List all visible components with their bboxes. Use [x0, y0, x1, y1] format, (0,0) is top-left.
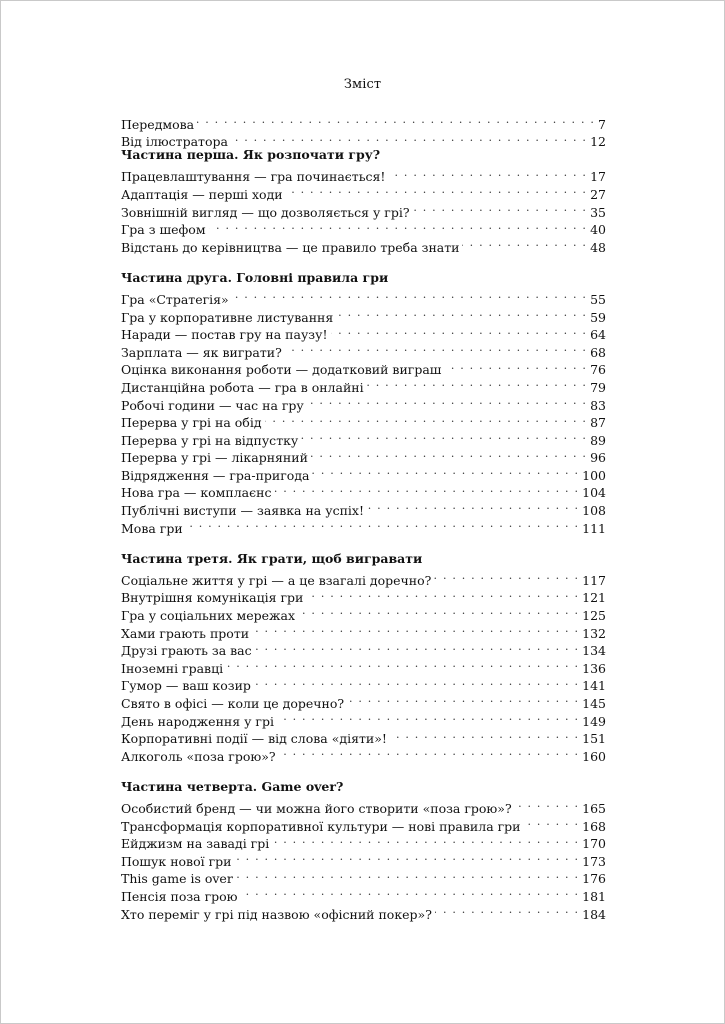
- toc-entry-label: Гра у соціальних мережах: [121, 608, 295, 624]
- toc-entry-page: 35: [590, 204, 606, 220]
- toc-entry[interactable]: [121, 286, 606, 307]
- toc-entry[interactable]: [121, 567, 606, 588]
- toc-entry-page: 48: [590, 239, 606, 255]
- toc-entry-page: 87: [590, 415, 606, 431]
- toc-entry-page: 168: [582, 818, 606, 834]
- toc-entry-label: Робочі години — час на гру: [121, 397, 304, 413]
- toc-entry-page: 173: [582, 853, 606, 869]
- toc-entry-page: 7: [598, 116, 606, 132]
- toc-entry-page: 141: [582, 678, 606, 694]
- toc-entry-label: Наради — постав гру на паузу!: [121, 327, 328, 343]
- toc-entry-page: 59: [590, 309, 606, 325]
- toc-entry-page: 79: [590, 379, 606, 395]
- toc-entry-label: Працевлаштування — гра починається!: [121, 169, 386, 185]
- toc-entry-page: 121: [582, 590, 606, 606]
- dot-leader: [186, 515, 579, 533]
- dot-leader: [435, 901, 579, 919]
- toc-entry-label: Гра «Стратегія»: [121, 291, 229, 307]
- toc-entry-page: 83: [590, 397, 606, 413]
- toc-section: [121, 778, 606, 922]
- toc-entry-page: 108: [582, 503, 606, 519]
- toc-section-heading: Частина перша. Як розпочати гру?: [121, 147, 381, 163]
- toc-entry-page: 12: [590, 134, 606, 150]
- dot-leader: [254, 673, 579, 691]
- toc-entry-page: 149: [582, 713, 606, 729]
- toc-entry-page: 111: [582, 520, 606, 536]
- toc-entry-label: Алкоголь «поза грою»?: [121, 748, 276, 764]
- dot-leader: [347, 690, 579, 708]
- toc-entry-label: Друзі грають за вас: [121, 643, 252, 659]
- toc-entry-label: Корпоративні події — від слова «діяти»!: [121, 731, 387, 747]
- toc-entry-label: Перерва у грі — лікарняний: [121, 450, 308, 466]
- toc-entry-label: Хами грають проти: [121, 625, 250, 641]
- dot-leader: [197, 111, 595, 129]
- dot-leader: [255, 638, 580, 656]
- dot-leader: [306, 585, 579, 603]
- dot-leader: [367, 374, 587, 392]
- toc-entry-page: 176: [582, 871, 606, 887]
- toc-entry-label: Передмова: [121, 116, 195, 132]
- dot-leader: [234, 848, 579, 866]
- dot-leader: [462, 234, 587, 252]
- dot-leader: [367, 497, 579, 515]
- dot-leader: [236, 866, 579, 884]
- toc-entry-label: Відрядження — гра-пригода: [121, 467, 310, 483]
- toc-entry-label: День народження у грі: [121, 713, 274, 729]
- toc-entry-label: Дистанційна робота — гра в онлайні: [121, 379, 364, 395]
- dot-leader: [265, 410, 588, 428]
- dot-leader: [301, 427, 587, 445]
- toc-entry-label: Хто переміг у грі під назвою «офісний покер»?: [121, 906, 432, 922]
- toc-entry-page: 96: [590, 450, 606, 466]
- toc-section: [121, 550, 606, 764]
- dot-leader: [388, 164, 587, 182]
- dot-leader: [277, 708, 579, 726]
- toc-entry-label: This game is over: [121, 871, 233, 887]
- toc-entry-page: 136: [582, 660, 606, 676]
- dot-leader: [524, 813, 580, 831]
- dot-leader: [286, 181, 587, 199]
- toc-entry-label: Соціальне життя у грі — а це взагалі доречно?: [121, 572, 432, 588]
- toc-entry[interactable]: [121, 795, 606, 816]
- toc-entry-label: Свято в офісі — коли це доречно?: [121, 696, 345, 711]
- dot-leader: [298, 602, 579, 620]
- toc-entry-page: 64: [590, 327, 606, 343]
- toc-entry-page: 100: [582, 467, 606, 483]
- toc-entry-label: Зарплата — як виграти?: [121, 344, 282, 360]
- toc-entry-page: 170: [582, 836, 606, 852]
- toc-entry-label: Адаптація — перші ходи: [121, 186, 283, 202]
- dot-leader: [515, 795, 579, 813]
- toc-entry-page: 160: [582, 748, 606, 764]
- dot-leader: [241, 883, 580, 901]
- toc-entry-page: 76: [590, 362, 606, 378]
- toc-entry-label: Гумор — ваш козир: [121, 678, 251, 694]
- toc-entry-page: 181: [582, 888, 606, 904]
- toc-intro-section: [121, 111, 606, 150]
- toc-entry-label: Мова гри: [121, 520, 183, 536]
- toc-section: [121, 269, 606, 536]
- toc-entry-page: 134: [582, 643, 606, 659]
- toc-entry-label: Гра з шефом: [121, 222, 206, 238]
- dot-leader: [252, 620, 579, 638]
- dot-leader: [274, 480, 579, 498]
- dot-leader: [279, 743, 580, 761]
- toc-entry-page: 117: [582, 572, 606, 588]
- toc-entry-label: Відстань до керівництва — це правило треба знати: [121, 239, 460, 255]
- page-title: Зміст: [343, 77, 382, 92]
- toc-section: [121, 146, 606, 255]
- toc-entry-page: 104: [582, 485, 606, 501]
- toc-entry-label: Пенсія поза грою: [121, 888, 238, 904]
- toc-entry-label: Гра у корпоративне листування: [121, 309, 334, 325]
- toc-entry-label: Оцінка виконання роботи — додатковий виграш: [121, 362, 442, 378]
- toc-section-heading: Частина четверта. Game over?: [121, 778, 344, 794]
- toc-entry-page: 17: [590, 169, 606, 185]
- dot-leader: [413, 199, 588, 217]
- toc-entry-page: 27: [590, 186, 606, 202]
- toc-entry-page: 40: [590, 222, 606, 238]
- toc-entry-label: Зовнішній вигляд — що дозволяється у грі?: [121, 204, 410, 220]
- toc-entry-label: Від ілюстратора: [121, 134, 228, 150]
- dot-leader: [231, 129, 587, 147]
- dot-leader: [331, 322, 588, 340]
- table-of-contents: [121, 111, 606, 922]
- toc-entry[interactable]: [121, 164, 606, 185]
- toc-entry-label: Трансформація корпоративної культури — нові правила гри: [121, 818, 521, 834]
- dot-leader: [307, 392, 587, 410]
- dot-leader: [272, 831, 579, 849]
- dot-leader: [434, 567, 579, 585]
- dot-leader: [336, 304, 587, 322]
- dot-leader: [285, 339, 587, 357]
- toc-entry[interactable]: [121, 515, 606, 536]
- dot-leader: [209, 217, 588, 235]
- dot-leader: [311, 445, 587, 463]
- toc-entry-page: 89: [590, 432, 606, 448]
- toc-entry-label: Іноземні гравці: [121, 660, 224, 676]
- toc-entry-label: Перерва у грі на обід: [121, 415, 262, 431]
- toc-entry-label: Нова гра — комплаєнс: [121, 485, 272, 501]
- toc-entry-label: Особистий бренд — чи можна його створити «поза грою»?: [121, 800, 512, 816]
- dot-leader: [226, 655, 579, 673]
- toc-entry[interactable]: [121, 111, 606, 132]
- toc-entry-label: Ейджизм на заваді грі: [121, 836, 270, 852]
- dot-leader: [312, 462, 579, 480]
- toc-entry-page: 184: [582, 906, 606, 922]
- dot-leader: [390, 726, 579, 744]
- toc-entry-label: Пошук нової гри: [121, 853, 232, 869]
- toc-entry-label: Внутрішня комунікація гри: [121, 590, 304, 606]
- toc-entry-page: 125: [582, 608, 606, 624]
- toc-entry-page: 132: [582, 625, 606, 641]
- toc-entry-page: 55: [590, 291, 606, 307]
- toc-entry-page: 151: [582, 731, 606, 747]
- toc-entry-label: Публічні виступи — заявка на успіх!: [121, 503, 364, 519]
- toc-entry-page: 68: [590, 344, 606, 360]
- toc-section-heading: Частина третя. Як грати, щоб вигравати: [121, 550, 423, 566]
- dot-leader: [444, 357, 587, 375]
- toc-entry-label: Перерва у грі на відпустку: [121, 432, 299, 448]
- toc-section-heading: Частина друга. Головні правила гри: [121, 269, 389, 285]
- dot-leader: [232, 286, 587, 304]
- toc-entry-page: 145: [582, 696, 606, 711]
- toc-entry-page: 165: [582, 800, 606, 816]
